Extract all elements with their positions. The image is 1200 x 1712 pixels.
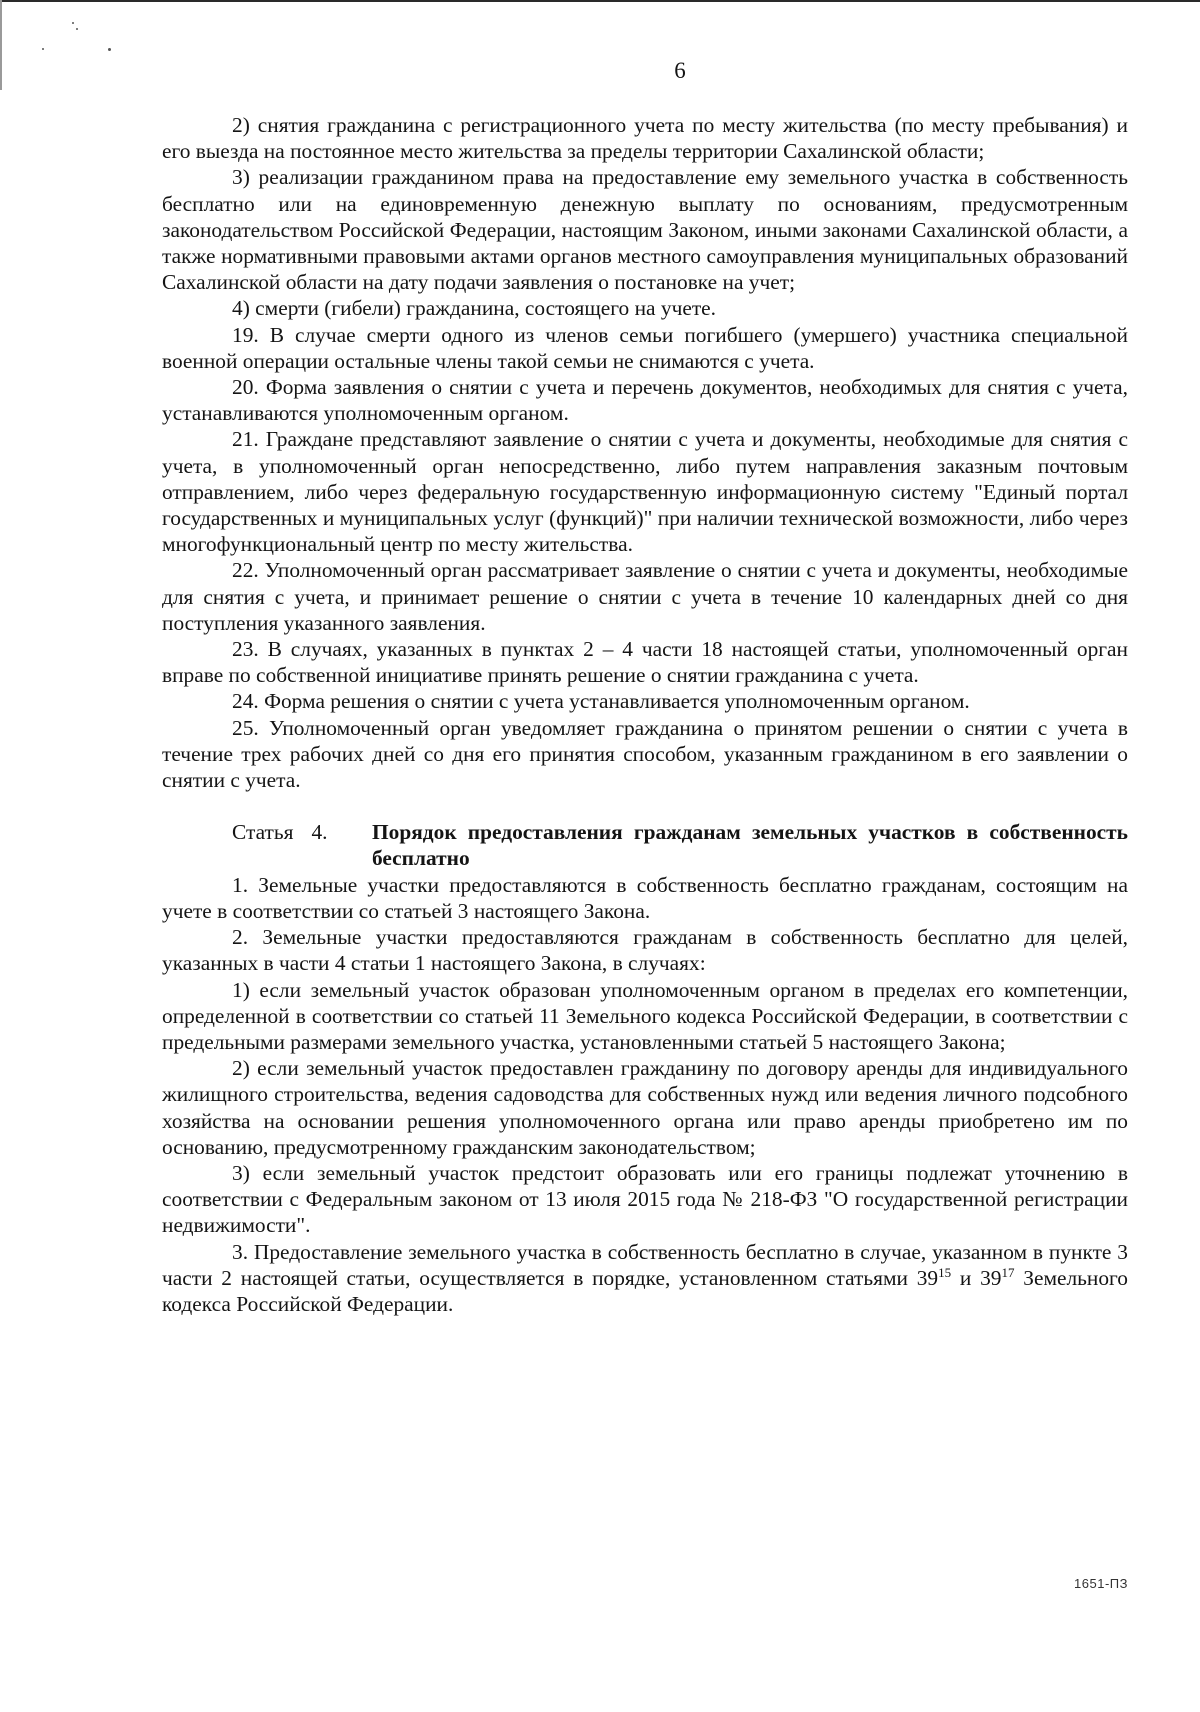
article-label (162, 819, 372, 845)
paragraph-text: 3. Предоставление земельного участка в собственность бесплатно в случае, указанном в пункте 3 части 2 настоящей статьи, осуществляется в порядке, установленном статьями (162, 1239, 1128, 1290)
scan-speck (42, 48, 44, 50)
paragraph: 2) если земельный участок предоставлен гражданину по договору аренды для индивидуального жилищного строительства, ведения садоводства для собственных нужд или ведения личного подсобного хозяйства на основании решения уполномоченного органа или право аренды приобретено им по основанию, предусмотренному гражданским законодательством; (162, 1056, 1128, 1159)
paragraph: 1) если земельный участок образован уполномоченным органом в пределах его компетенции, определенной в соответствии со статьей 11 Земельного кодекса Российской Федерации, в соответствии с предельными размерами земельного участка, установленными статьей 5 настоящего Закона; (162, 977, 1128, 1054)
scan-edge-top (0, 0, 1200, 2)
paragraph: 19. В случае смерти одного из членов семьи погибшего (умершего) участника специальной военной операции остальные члены такой семьи не снимаются с учета. (162, 322, 1128, 373)
scan-speck (72, 22, 74, 24)
paragraph: 25. Уполномоченный орган уведомляет гражданина о принятом решении о снятии с учета в течение трех рабочих дней со дня его принятия способом, указанным гражданином в его заявлении о снятии с учета. (162, 715, 1128, 793)
paragraph: 21. Граждане представляют заявление о снятии с учета и документы, необходимые для снятия с учета, в уполномоченный орган непосредственно, либо путем направления заказным почтовым отправлением, либо через федеральную государственную информационную систему "Единый портал государственных и муниципальных услуг (функций)" при наличии технической возможности, либо через многофункциональный центр по месту жительства. (162, 427, 1128, 557)
paragraph (162, 1239, 1128, 1318)
article-title: Порядок предоставления гражданам земельных участков в собственность бесплатно (372, 820, 1128, 871)
paragraph-text: Земельного кодекса Российской Федерации. (162, 1265, 1128, 1316)
document-code: 1651-ПЗ (1074, 1576, 1128, 1591)
article-label-word: Статья (232, 820, 294, 845)
paragraph: 3) если земельный участок предстоит образовать или его границы подлежат уточнению в соответствии с Федеральным законом от 13 июля 2015 года № 218-ФЗ "О государственной регистрации недвижимости". (162, 1160, 1128, 1238)
article-ref: 39 (916, 1265, 939, 1290)
article-heading (162, 819, 1128, 871)
article-ref: 39 (980, 1265, 1002, 1290)
scan-speck (76, 28, 78, 30)
article-ref-superscript: 15 (938, 1264, 952, 1280)
paragraph: 22. Уполномоченный орган рассматривает заявление о снятии с учета и документы, необходимые для снятия с учета, и принимает решение о снятии с учета в течение 10 календарных дней со дня поступления указанного заявления. (162, 558, 1128, 635)
scan-speck (108, 48, 111, 51)
paragraph: 3) реализации гражданином права на предоставление ему земельного участка в собственность бесплатно или на единовременную денежную выплату по основаниям, предусмотренным законодательством Российской Федерации, настоящим Законом, иными законами Сахалинской области, а также нормативными правовыми актами органов местного самоуправления муниципальных образований Сахалинской области на дату подачи заявления о постановке на учет; (162, 165, 1128, 295)
paragraph: 24. Форма решения о снятии с учета устанавливается уполномоченным органом. (232, 689, 970, 714)
paragraph-text: и (951, 1265, 981, 1290)
paragraph: 23. В случаях, указанных в пунктах 2 – 4 части 18 настоящей статьи, уполномоченный орган вправе по собственной инициативе принять решение о снятии гражданина с учета. (162, 637, 1128, 688)
article-ref-superscript: 17 (1001, 1264, 1015, 1280)
paragraph: 20. Форма заявления о снятии с учета и перечень документов, необходимых для снятия с учета, устанавливаются уполномоченным органом. (162, 375, 1128, 426)
document-body (162, 112, 1128, 1317)
paragraph: 1. Земельные участки предоставляются в собственность бесплатно гражданам, состоящим на учете в соответствии со статьей 3 настоящего Закона. (162, 872, 1128, 923)
paragraph: 4) смерти (гибели) гражданина, состоящего на учете. (232, 296, 717, 321)
article-number: 4. (311, 820, 328, 845)
page-number: 6 (674, 58, 686, 83)
paragraph: 2. Земельные участки предоставляются гражданам в собственность бесплатно для целей, указанных в части 4 статьи 1 настоящего Закона, в случаях: (162, 925, 1128, 976)
paragraph: 2) снятия гражданина с регистрационного учета по месту жительства (по месту пребывания) и его выезда на постоянное место жительства за пределы территории Сахалинской области; (162, 113, 1128, 164)
